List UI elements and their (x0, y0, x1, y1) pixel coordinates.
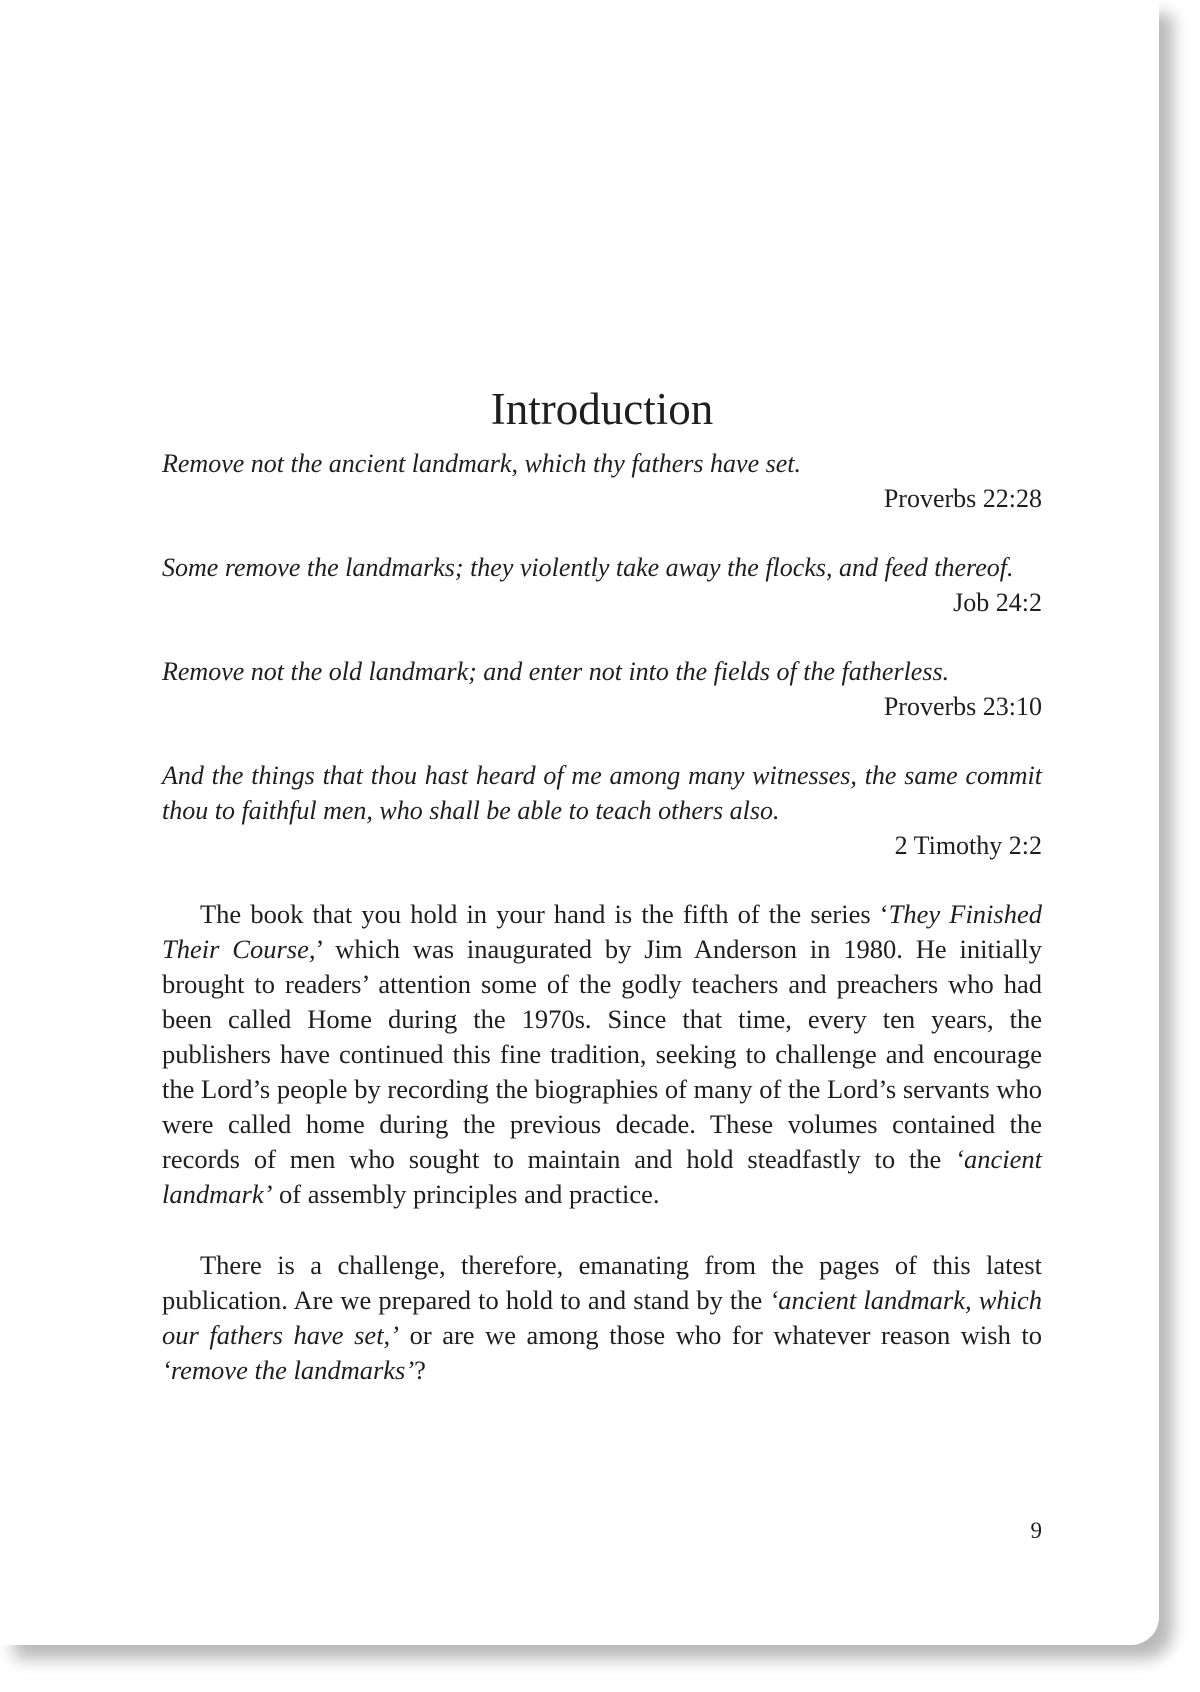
paragraph-text: ? (414, 1355, 426, 1385)
paragraph-text: or are we among those who for whatever reason wish to (399, 1320, 1042, 1350)
paragraph-text: There is a challenge, therefore, emanating from the pages of this latest publication. Are we prepared to hold to and stand by the (162, 1250, 1042, 1315)
epigraph-reference: Proverbs 23:10 (883, 692, 1042, 721)
epigraph (162, 654, 1042, 724)
paragraph-text: ’ which was inaugurated by Jim Anderson in 1980. He initially brought to readers’ attention some of the godly teachers and preachers who had been called Home during the 1970s. Since that time, every ten years, the publishers have continued this fine tradition, seeking to challenge and encourage the Lord’s people by recording the biographies of many of the Lord’s servants who were called home during the previous decade. These volumes contained the records of men who sought to maintain and hold steadfastly to the (162, 934, 1042, 1174)
epigraph-quote: Remove not the ancient landmark, which thy fathers have set. (162, 449, 802, 478)
epigraph (162, 446, 1042, 516)
epigraph-reference: 2 Timothy 2:2 (894, 831, 1042, 860)
epigraph (162, 550, 1042, 620)
paragraph-text: The book that you hold in your hand is the fifth of the series ‘ (200, 899, 889, 929)
quoted-phrase-italic: ‘remove the landmarks’ (162, 1355, 415, 1385)
epigraph-quote: And the things that thou hast heard of me among many witnesses, the same commit thou to faithful men, who shall be able to teach others also. (162, 761, 1042, 825)
page-number: 9 (1030, 1518, 1042, 1543)
epigraph-reference: Job 24:2 (953, 588, 1042, 617)
quoted-phrase-italic: ‘ancient landmark, which our fathers have set,’ (162, 1285, 1043, 1350)
page-content (162, 382, 1042, 1424)
epigraph-quote: Some remove the landmarks; they violently take away the flocks, and feed thereof. (162, 553, 1014, 582)
page-title: Introduction (490, 384, 714, 434)
epigraph (162, 758, 1042, 863)
body-paragraph (162, 897, 1042, 1212)
paragraph-text: of assembly principles and practice. (272, 1179, 660, 1209)
epigraph-reference: Proverbs 22:28 (883, 484, 1042, 513)
quoted-phrase-italic: ‘ancient landmark’ (162, 1144, 1042, 1209)
epigraph-quote: Remove not the old landmark; and enter not into the fields of the fatherless. (162, 657, 950, 686)
body-paragraph (162, 1248, 1042, 1388)
series-title-italic: They Finished Their Course, (162, 899, 1042, 964)
